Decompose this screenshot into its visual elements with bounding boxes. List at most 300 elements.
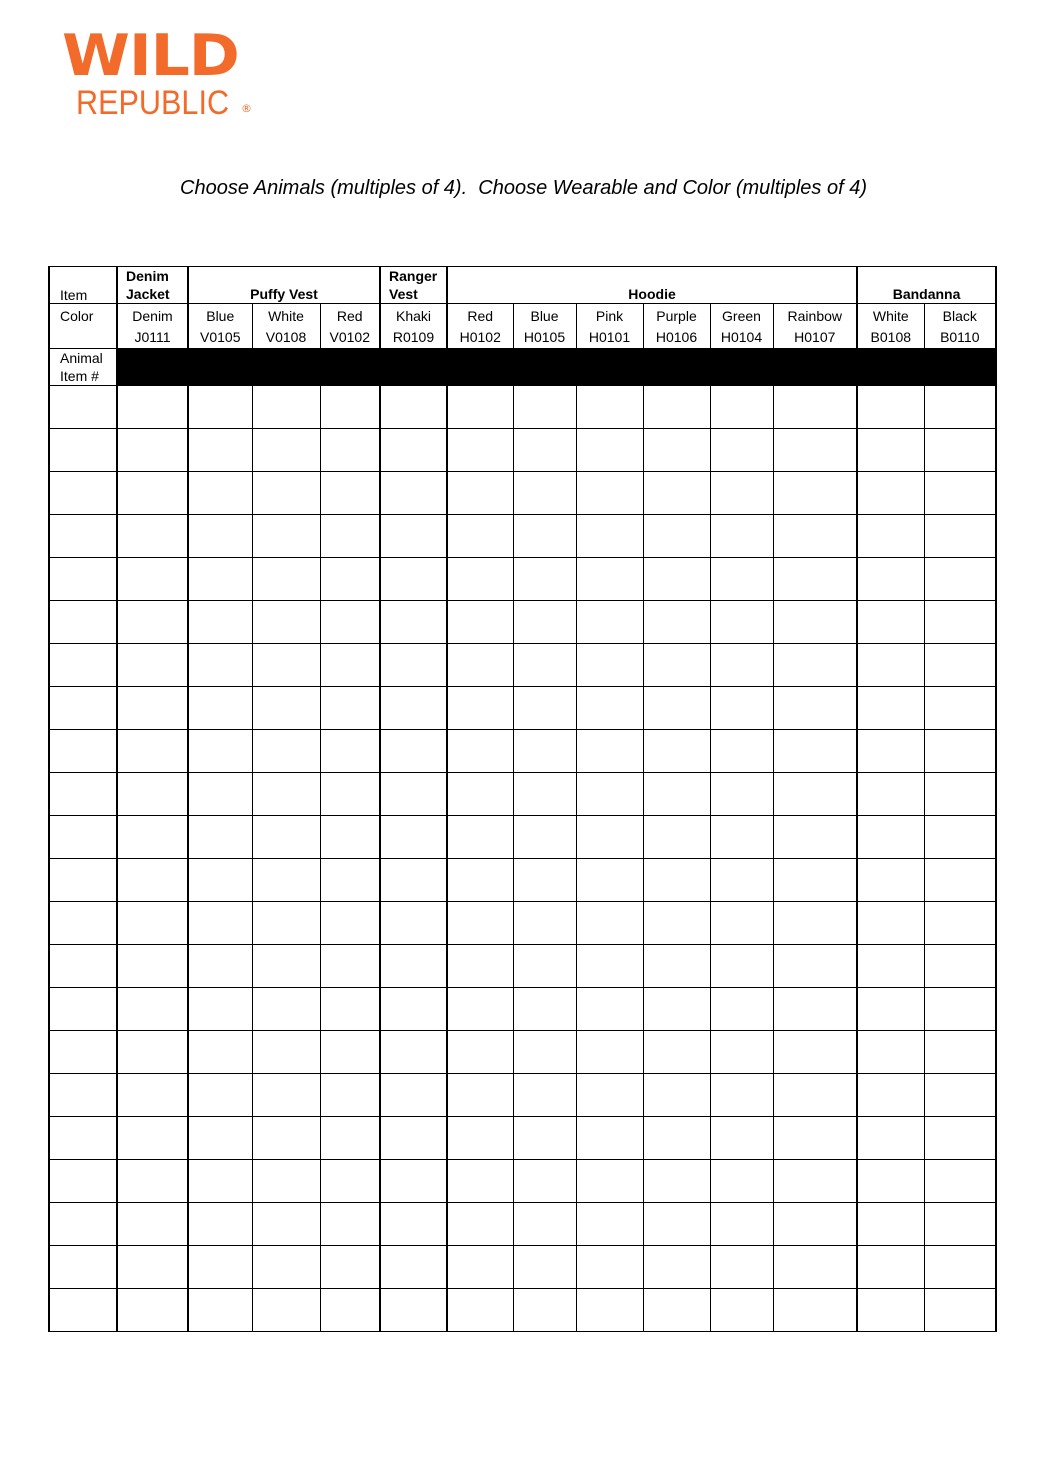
quantity-cell[interactable] [252, 1289, 320, 1332]
quantity-cell[interactable] [380, 1117, 447, 1160]
quantity-cell[interactable] [117, 730, 188, 773]
quantity-cell[interactable] [857, 515, 924, 558]
quantity-cell[interactable] [117, 988, 188, 1031]
quantity-cell[interactable] [643, 945, 710, 988]
quantity-cell[interactable] [576, 644, 643, 687]
quantity-cell[interactable] [513, 816, 576, 859]
quantity-cell[interactable] [643, 601, 710, 644]
animal-item-number-cell[interactable] [49, 859, 117, 902]
quantity-cell[interactable] [380, 988, 447, 1031]
quantity-cell[interactable] [643, 687, 710, 730]
quantity-cell[interactable] [576, 429, 643, 472]
quantity-cell[interactable] [576, 1246, 643, 1289]
quantity-cell[interactable] [188, 988, 252, 1031]
quantity-cell[interactable] [857, 558, 924, 601]
quantity-cell[interactable] [380, 644, 447, 687]
quantity-cell[interactable] [857, 1246, 924, 1289]
quantity-cell[interactable] [643, 472, 710, 515]
quantity-cell[interactable] [117, 515, 188, 558]
quantity-cell[interactable] [252, 472, 320, 515]
animal-item-number-cell[interactable] [49, 1031, 117, 1074]
quantity-cell[interactable] [252, 1117, 320, 1160]
quantity-cell[interactable] [447, 859, 513, 902]
quantity-cell[interactable] [924, 1203, 996, 1246]
quantity-cell[interactable] [857, 773, 924, 816]
quantity-cell[interactable] [857, 1117, 924, 1160]
quantity-cell[interactable] [576, 1117, 643, 1160]
quantity-cell[interactable] [710, 601, 773, 644]
quantity-cell[interactable] [643, 1289, 710, 1332]
quantity-cell[interactable] [252, 1074, 320, 1117]
quantity-cell[interactable] [380, 730, 447, 773]
quantity-cell[interactable] [924, 558, 996, 601]
quantity-cell[interactable] [857, 988, 924, 1031]
quantity-cell[interactable] [576, 816, 643, 859]
quantity-cell[interactable] [773, 515, 857, 558]
animal-item-number-cell[interactable] [49, 773, 117, 816]
quantity-cell[interactable] [188, 1074, 252, 1117]
quantity-cell[interactable] [513, 1289, 576, 1332]
quantity-cell[interactable] [447, 902, 513, 945]
animal-item-number-cell[interactable] [49, 1246, 117, 1289]
quantity-cell[interactable] [643, 773, 710, 816]
quantity-cell[interactable] [773, 429, 857, 472]
quantity-cell[interactable] [513, 558, 576, 601]
quantity-cell[interactable] [710, 730, 773, 773]
animal-item-number-cell[interactable] [49, 1160, 117, 1203]
quantity-cell[interactable] [188, 1289, 252, 1332]
quantity-cell[interactable] [773, 1117, 857, 1160]
quantity-cell[interactable] [576, 988, 643, 1031]
quantity-cell[interactable] [447, 558, 513, 601]
quantity-cell[interactable] [188, 902, 252, 945]
quantity-cell[interactable] [252, 1031, 320, 1074]
quantity-cell[interactable] [447, 386, 513, 429]
quantity-cell[interactable] [513, 773, 576, 816]
quantity-cell[interactable] [924, 472, 996, 515]
quantity-cell[interactable] [773, 601, 857, 644]
animal-item-number-cell[interactable] [49, 1117, 117, 1160]
animal-item-number-cell[interactable] [49, 816, 117, 859]
quantity-cell[interactable] [447, 730, 513, 773]
quantity-cell[interactable] [710, 558, 773, 601]
quantity-cell[interactable] [643, 515, 710, 558]
quantity-cell[interactable] [924, 902, 996, 945]
quantity-cell[interactable] [447, 429, 513, 472]
quantity-cell[interactable] [117, 1203, 188, 1246]
quantity-cell[interactable] [447, 988, 513, 1031]
quantity-cell[interactable] [924, 644, 996, 687]
quantity-cell[interactable] [117, 773, 188, 816]
quantity-cell[interactable] [252, 859, 320, 902]
quantity-cell[interactable] [320, 644, 380, 687]
quantity-cell[interactable] [576, 1031, 643, 1074]
quantity-cell[interactable] [924, 1289, 996, 1332]
quantity-cell[interactable] [320, 988, 380, 1031]
quantity-cell[interactable] [188, 945, 252, 988]
quantity-cell[interactable] [857, 644, 924, 687]
animal-item-number-cell[interactable] [49, 515, 117, 558]
quantity-cell[interactable] [576, 1074, 643, 1117]
quantity-cell[interactable] [773, 816, 857, 859]
quantity-cell[interactable] [857, 386, 924, 429]
quantity-cell[interactable] [576, 902, 643, 945]
quantity-cell[interactable] [773, 1074, 857, 1117]
quantity-cell[interactable] [320, 1160, 380, 1203]
quantity-cell[interactable] [447, 816, 513, 859]
quantity-cell[interactable] [643, 1246, 710, 1289]
quantity-cell[interactable] [576, 515, 643, 558]
quantity-cell[interactable] [924, 515, 996, 558]
quantity-cell[interactable] [773, 902, 857, 945]
quantity-cell[interactable] [320, 515, 380, 558]
quantity-cell[interactable] [710, 687, 773, 730]
quantity-cell[interactable] [710, 945, 773, 988]
quantity-cell[interactable] [643, 1160, 710, 1203]
quantity-cell[interactable] [773, 1203, 857, 1246]
quantity-cell[interactable] [643, 816, 710, 859]
animal-item-number-cell[interactable] [49, 429, 117, 472]
quantity-cell[interactable] [576, 859, 643, 902]
quantity-cell[interactable] [513, 429, 576, 472]
quantity-cell[interactable] [857, 601, 924, 644]
quantity-cell[interactable] [320, 558, 380, 601]
quantity-cell[interactable] [252, 988, 320, 1031]
quantity-cell[interactable] [643, 902, 710, 945]
quantity-cell[interactable] [643, 1031, 710, 1074]
animal-item-number-cell[interactable] [49, 730, 117, 773]
quantity-cell[interactable] [710, 773, 773, 816]
quantity-cell[interactable] [576, 945, 643, 988]
quantity-cell[interactable] [710, 1160, 773, 1203]
quantity-cell[interactable] [710, 1074, 773, 1117]
animal-item-number-cell[interactable] [49, 988, 117, 1031]
quantity-cell[interactable] [252, 386, 320, 429]
quantity-cell[interactable] [857, 472, 924, 515]
quantity-cell[interactable] [380, 773, 447, 816]
quantity-cell[interactable] [773, 558, 857, 601]
quantity-cell[interactable] [924, 773, 996, 816]
quantity-cell[interactable] [710, 1117, 773, 1160]
quantity-cell[interactable] [320, 773, 380, 816]
quantity-cell[interactable] [710, 429, 773, 472]
quantity-cell[interactable] [857, 1074, 924, 1117]
quantity-cell[interactable] [447, 1289, 513, 1332]
quantity-cell[interactable] [857, 945, 924, 988]
quantity-cell[interactable] [188, 558, 252, 601]
quantity-cell[interactable] [576, 730, 643, 773]
quantity-cell[interactable] [513, 945, 576, 988]
quantity-cell[interactable] [513, 687, 576, 730]
quantity-cell[interactable] [320, 816, 380, 859]
quantity-cell[interactable] [252, 816, 320, 859]
quantity-cell[interactable] [513, 1246, 576, 1289]
quantity-cell[interactable] [643, 1117, 710, 1160]
quantity-cell[interactable] [252, 601, 320, 644]
quantity-cell[interactable] [188, 1031, 252, 1074]
quantity-cell[interactable] [117, 687, 188, 730]
quantity-cell[interactable] [188, 1117, 252, 1160]
quantity-cell[interactable] [773, 773, 857, 816]
quantity-cell[interactable] [857, 902, 924, 945]
quantity-cell[interactable] [710, 859, 773, 902]
quantity-cell[interactable] [857, 730, 924, 773]
quantity-cell[interactable] [710, 1246, 773, 1289]
quantity-cell[interactable] [513, 859, 576, 902]
quantity-cell[interactable] [252, 429, 320, 472]
quantity-cell[interactable] [117, 429, 188, 472]
quantity-cell[interactable] [924, 386, 996, 429]
quantity-cell[interactable] [252, 730, 320, 773]
quantity-cell[interactable] [576, 558, 643, 601]
quantity-cell[interactable] [188, 644, 252, 687]
quantity-cell[interactable] [320, 429, 380, 472]
quantity-cell[interactable] [188, 472, 252, 515]
quantity-cell[interactable] [380, 472, 447, 515]
quantity-cell[interactable] [576, 687, 643, 730]
quantity-cell[interactable] [188, 1160, 252, 1203]
quantity-cell[interactable] [380, 687, 447, 730]
quantity-cell[interactable] [513, 1203, 576, 1246]
quantity-cell[interactable] [513, 1031, 576, 1074]
quantity-cell[interactable] [188, 1203, 252, 1246]
quantity-cell[interactable] [252, 644, 320, 687]
quantity-cell[interactable] [643, 386, 710, 429]
quantity-cell[interactable] [252, 1160, 320, 1203]
quantity-cell[interactable] [188, 1246, 252, 1289]
quantity-cell[interactable] [320, 386, 380, 429]
quantity-cell[interactable] [773, 730, 857, 773]
quantity-cell[interactable] [773, 1289, 857, 1332]
quantity-cell[interactable] [447, 1246, 513, 1289]
quantity-cell[interactable] [773, 1160, 857, 1203]
quantity-cell[interactable] [643, 1203, 710, 1246]
quantity-cell[interactable] [857, 687, 924, 730]
quantity-cell[interactable] [320, 945, 380, 988]
quantity-cell[interactable] [924, 429, 996, 472]
quantity-cell[interactable] [447, 1074, 513, 1117]
quantity-cell[interactable] [117, 1160, 188, 1203]
quantity-cell[interactable] [380, 1203, 447, 1246]
quantity-cell[interactable] [710, 386, 773, 429]
quantity-cell[interactable] [117, 386, 188, 429]
quantity-cell[interactable] [117, 644, 188, 687]
quantity-cell[interactable] [857, 1203, 924, 1246]
quantity-cell[interactable] [513, 386, 576, 429]
quantity-cell[interactable] [513, 902, 576, 945]
quantity-cell[interactable] [447, 644, 513, 687]
quantity-cell[interactable] [773, 859, 857, 902]
quantity-cell[interactable] [513, 515, 576, 558]
animal-item-number-cell[interactable] [49, 472, 117, 515]
quantity-cell[interactable] [380, 386, 447, 429]
quantity-cell[interactable] [710, 902, 773, 945]
quantity-cell[interactable] [188, 730, 252, 773]
quantity-cell[interactable] [188, 429, 252, 472]
quantity-cell[interactable] [320, 1203, 380, 1246]
quantity-cell[interactable] [380, 859, 447, 902]
quantity-cell[interactable] [320, 730, 380, 773]
quantity-cell[interactable] [447, 1117, 513, 1160]
quantity-cell[interactable] [252, 687, 320, 730]
quantity-cell[interactable] [252, 558, 320, 601]
quantity-cell[interactable] [643, 988, 710, 1031]
quantity-cell[interactable] [924, 1031, 996, 1074]
animal-item-number-cell[interactable] [49, 644, 117, 687]
quantity-cell[interactable] [117, 1031, 188, 1074]
quantity-cell[interactable] [380, 1160, 447, 1203]
quantity-cell[interactable] [380, 816, 447, 859]
quantity-cell[interactable] [576, 1289, 643, 1332]
quantity-cell[interactable] [576, 601, 643, 644]
quantity-cell[interactable] [513, 1074, 576, 1117]
quantity-cell[interactable] [710, 1031, 773, 1074]
quantity-cell[interactable] [447, 1203, 513, 1246]
quantity-cell[interactable] [857, 816, 924, 859]
quantity-cell[interactable] [117, 1074, 188, 1117]
quantity-cell[interactable] [513, 601, 576, 644]
animal-item-number-cell[interactable] [49, 945, 117, 988]
quantity-cell[interactable] [773, 644, 857, 687]
quantity-cell[interactable] [320, 687, 380, 730]
quantity-cell[interactable] [924, 730, 996, 773]
quantity-cell[interactable] [117, 1246, 188, 1289]
quantity-cell[interactable] [773, 687, 857, 730]
quantity-cell[interactable] [924, 1160, 996, 1203]
quantity-cell[interactable] [513, 730, 576, 773]
quantity-cell[interactable] [188, 687, 252, 730]
quantity-cell[interactable] [513, 472, 576, 515]
quantity-cell[interactable] [320, 1246, 380, 1289]
quantity-cell[interactable] [447, 1160, 513, 1203]
quantity-cell[interactable] [320, 902, 380, 945]
quantity-cell[interactable] [643, 429, 710, 472]
quantity-cell[interactable] [924, 816, 996, 859]
quantity-cell[interactable] [252, 1203, 320, 1246]
quantity-cell[interactable] [576, 1203, 643, 1246]
quantity-cell[interactable] [380, 945, 447, 988]
quantity-cell[interactable] [857, 1031, 924, 1074]
quantity-cell[interactable] [710, 1289, 773, 1332]
quantity-cell[interactable] [773, 988, 857, 1031]
quantity-cell[interactable] [188, 601, 252, 644]
quantity-cell[interactable] [320, 601, 380, 644]
quantity-cell[interactable] [447, 515, 513, 558]
quantity-cell[interactable] [643, 730, 710, 773]
quantity-cell[interactable] [773, 1246, 857, 1289]
quantity-cell[interactable] [380, 1289, 447, 1332]
quantity-cell[interactable] [320, 1117, 380, 1160]
quantity-cell[interactable] [380, 515, 447, 558]
quantity-cell[interactable] [380, 1074, 447, 1117]
quantity-cell[interactable] [924, 687, 996, 730]
quantity-cell[interactable] [447, 1031, 513, 1074]
quantity-cell[interactable] [188, 773, 252, 816]
quantity-cell[interactable] [513, 988, 576, 1031]
animal-item-number-cell[interactable] [49, 687, 117, 730]
animal-item-number-cell[interactable] [49, 601, 117, 644]
quantity-cell[interactable] [252, 945, 320, 988]
quantity-cell[interactable] [773, 945, 857, 988]
quantity-cell[interactable] [320, 1031, 380, 1074]
quantity-cell[interactable] [576, 1160, 643, 1203]
quantity-cell[interactable] [117, 902, 188, 945]
quantity-cell[interactable] [924, 601, 996, 644]
quantity-cell[interactable] [857, 859, 924, 902]
quantity-cell[interactable] [447, 945, 513, 988]
quantity-cell[interactable] [643, 558, 710, 601]
quantity-cell[interactable] [710, 644, 773, 687]
quantity-cell[interactable] [117, 816, 188, 859]
quantity-cell[interactable] [447, 773, 513, 816]
quantity-cell[interactable] [252, 1246, 320, 1289]
quantity-cell[interactable] [447, 687, 513, 730]
quantity-cell[interactable] [320, 472, 380, 515]
quantity-cell[interactable] [380, 429, 447, 472]
quantity-cell[interactable] [380, 902, 447, 945]
quantity-cell[interactable] [857, 429, 924, 472]
quantity-cell[interactable] [380, 558, 447, 601]
quantity-cell[interactable] [252, 902, 320, 945]
quantity-cell[interactable] [380, 1246, 447, 1289]
quantity-cell[interactable] [320, 1074, 380, 1117]
quantity-cell[interactable] [924, 945, 996, 988]
quantity-cell[interactable] [117, 859, 188, 902]
animal-item-number-cell[interactable] [49, 1203, 117, 1246]
quantity-cell[interactable] [320, 859, 380, 902]
quantity-cell[interactable] [924, 988, 996, 1031]
quantity-cell[interactable] [857, 1160, 924, 1203]
quantity-cell[interactable] [924, 1246, 996, 1289]
quantity-cell[interactable] [773, 386, 857, 429]
animal-item-number-cell[interactable] [49, 558, 117, 601]
quantity-cell[interactable] [513, 644, 576, 687]
quantity-cell[interactable] [252, 515, 320, 558]
quantity-cell[interactable] [252, 773, 320, 816]
quantity-cell[interactable] [710, 472, 773, 515]
quantity-cell[interactable] [857, 1289, 924, 1332]
quantity-cell[interactable] [513, 1160, 576, 1203]
animal-item-number-cell[interactable] [49, 386, 117, 429]
quantity-cell[interactable] [513, 1117, 576, 1160]
quantity-cell[interactable] [576, 773, 643, 816]
quantity-cell[interactable] [188, 515, 252, 558]
quantity-cell[interactable] [576, 472, 643, 515]
quantity-cell[interactable] [188, 859, 252, 902]
quantity-cell[interactable] [117, 472, 188, 515]
quantity-cell[interactable] [710, 988, 773, 1031]
animal-item-number-cell[interactable] [49, 902, 117, 945]
quantity-cell[interactable] [380, 1031, 447, 1074]
quantity-cell[interactable] [447, 601, 513, 644]
quantity-cell[interactable] [188, 386, 252, 429]
quantity-cell[interactable] [117, 1289, 188, 1332]
quantity-cell[interactable] [773, 1031, 857, 1074]
quantity-cell[interactable] [710, 515, 773, 558]
quantity-cell[interactable] [320, 1289, 380, 1332]
quantity-cell[interactable] [117, 945, 188, 988]
quantity-cell[interactable] [117, 601, 188, 644]
animal-item-number-cell[interactable] [49, 1074, 117, 1117]
quantity-cell[interactable] [710, 1203, 773, 1246]
quantity-cell[interactable] [117, 1117, 188, 1160]
quantity-cell[interactable] [643, 859, 710, 902]
quantity-cell[interactable] [447, 472, 513, 515]
quantity-cell[interactable] [924, 1074, 996, 1117]
animal-item-number-cell[interactable] [49, 1289, 117, 1332]
quantity-cell[interactable] [710, 816, 773, 859]
quantity-cell[interactable] [924, 1117, 996, 1160]
